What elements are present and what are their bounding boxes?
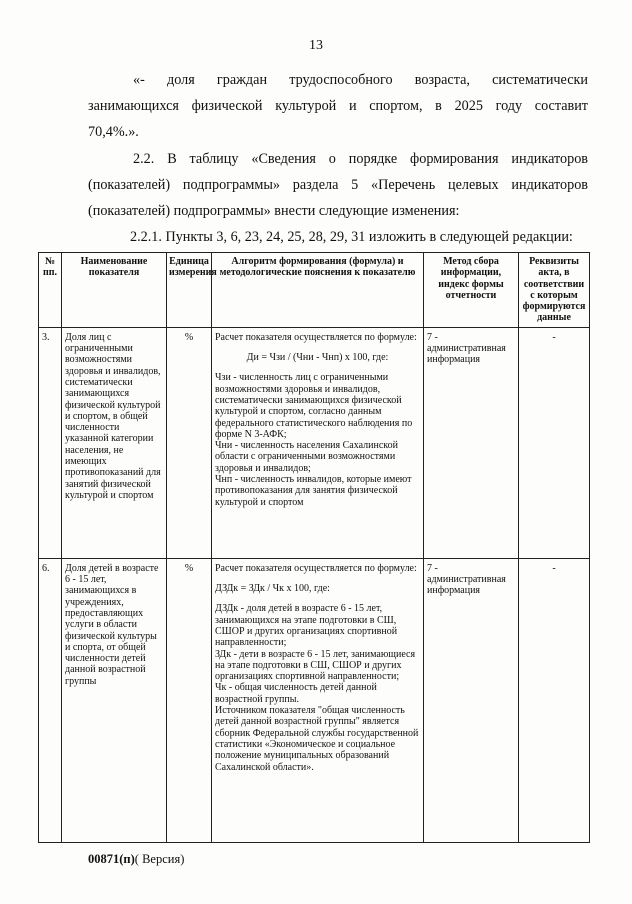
page-number: 13 bbox=[309, 38, 323, 53]
algorithm-line: Чнп - численность инвалидов, которые имеют противопоказания для занятия физической культурой и спортом bbox=[215, 474, 412, 508]
paragraph-1 bbox=[88, 67, 588, 145]
algorithm-formula: Ди = Чзи / (Чни - Чнп) х 100, где: bbox=[246, 352, 389, 364]
row-algorithm bbox=[212, 327, 424, 558]
table-header-row bbox=[39, 253, 590, 328]
indicators-table bbox=[38, 252, 590, 843]
footer bbox=[88, 852, 184, 867]
paragraph-3: 2.2.1. Пункты 3, 6, 23, 24, 25, 28, 29, 31 изложить в следующей редакции: bbox=[130, 229, 573, 245]
algorithm-intro: Расчет показателя осуществляется по формуле: bbox=[215, 562, 417, 574]
algorithm-line: Чк - общая численность детей данной возрастной группы. bbox=[215, 682, 377, 705]
row-requisites: - bbox=[519, 558, 590, 842]
header-algorithm: Алгоритм формирования (формула) и методологические пояснения к показателю bbox=[212, 253, 424, 328]
header-requisites: Реквизиты акта, в соответствии с которым формируются данные bbox=[519, 253, 590, 328]
row-name: Доля лиц с ограниченными возможностями здоровья и инвалидов, систематически занимающихся физической культурой и спортом, в общей численности указанной категории населения, не имеющих противопоказаний для занятий физической культурой и спортом bbox=[62, 327, 167, 558]
document-version: ( Версия) bbox=[134, 852, 185, 866]
row-num: 6. bbox=[39, 558, 62, 842]
paragraph-2-line-3: (показателей) подпрограммы» внести следующие изменения: bbox=[88, 203, 460, 219]
algorithm-intro: Расчет показателя осуществляется по формуле: bbox=[215, 331, 417, 343]
paragraph-1-line-3: 70,4%.». bbox=[88, 124, 139, 140]
algorithm-line: Чни - численность населения Сахалинской области с ограниченными возможностями здоровья и инвалидов; bbox=[215, 440, 398, 474]
row-method: 7 - административная информация bbox=[424, 327, 519, 558]
table-row bbox=[39, 327, 590, 558]
algorithm-formula: ДЗДк = ЗДк / Чк х 100, где: bbox=[215, 583, 330, 595]
algorithm-line: Чзи - численность лиц с ограниченными возможностями здоровья и инвалидов, систематически занимающихся физической культурой и спортом, согласно данным федерального статистического наблюдения по форме N 3-АФК; bbox=[215, 372, 413, 440]
document-code: 00871(п) bbox=[88, 852, 135, 866]
paragraph-1-line-1: «- доля граждан трудоспособного возраста, систематически bbox=[133, 72, 588, 88]
row-name: Доля детей в возрасте 6 - 15 лет, занимающихся в учреждениях, предоставляющих услуги в области физической культуры и спорта, от общей численности детей данной возрастной группы bbox=[62, 558, 167, 842]
paragraph-2 bbox=[88, 146, 588, 224]
algorithm-line: Источником показателя "общая численность детей данной возрастной группы" является сборник Федеральной службы государственной статистики «Экономическое и социальное положение муниципальных образований Сахалинской области». bbox=[215, 705, 419, 773]
algorithm-line: ДЗДк - доля детей в возрасте 6 - 15 лет, занимающихся на этапе подготовки в СШ, СШОР и других организациях спортивной направленности; bbox=[215, 603, 398, 649]
row-unit: % bbox=[167, 558, 212, 842]
table-row bbox=[39, 558, 590, 842]
header-num: № пп. bbox=[39, 253, 62, 328]
paragraph-2-line-1: 2.2. В таблицу «Сведения о порядке формирования индикаторов bbox=[133, 151, 588, 167]
paragraph-2-line-2: (показателей) подпрограммы» раздела 5 «Перечень целевых индикаторов bbox=[88, 177, 588, 193]
header-name: Наименование показателя bbox=[62, 253, 167, 328]
paragraph-1-line-2: занимающихся физической культурой и спортом, в 2025 году составит bbox=[88, 98, 588, 114]
row-algorithm bbox=[212, 558, 424, 842]
header-unit: Единица измерения bbox=[167, 253, 212, 328]
row-unit: % bbox=[167, 327, 212, 558]
algorithm-line: ЗДк - дети в возрасте 6 - 15 лет, занимающиеся на этапе подготовки в СШ, СШОР и других организациях спортивной направленности; bbox=[215, 648, 416, 683]
header-method: Метод сбора информации, индекс формы отчетности bbox=[424, 253, 519, 328]
row-method: 7 - административная информация bbox=[424, 558, 519, 842]
row-num: 3. bbox=[39, 327, 62, 558]
row-requisites: - bbox=[519, 327, 590, 558]
